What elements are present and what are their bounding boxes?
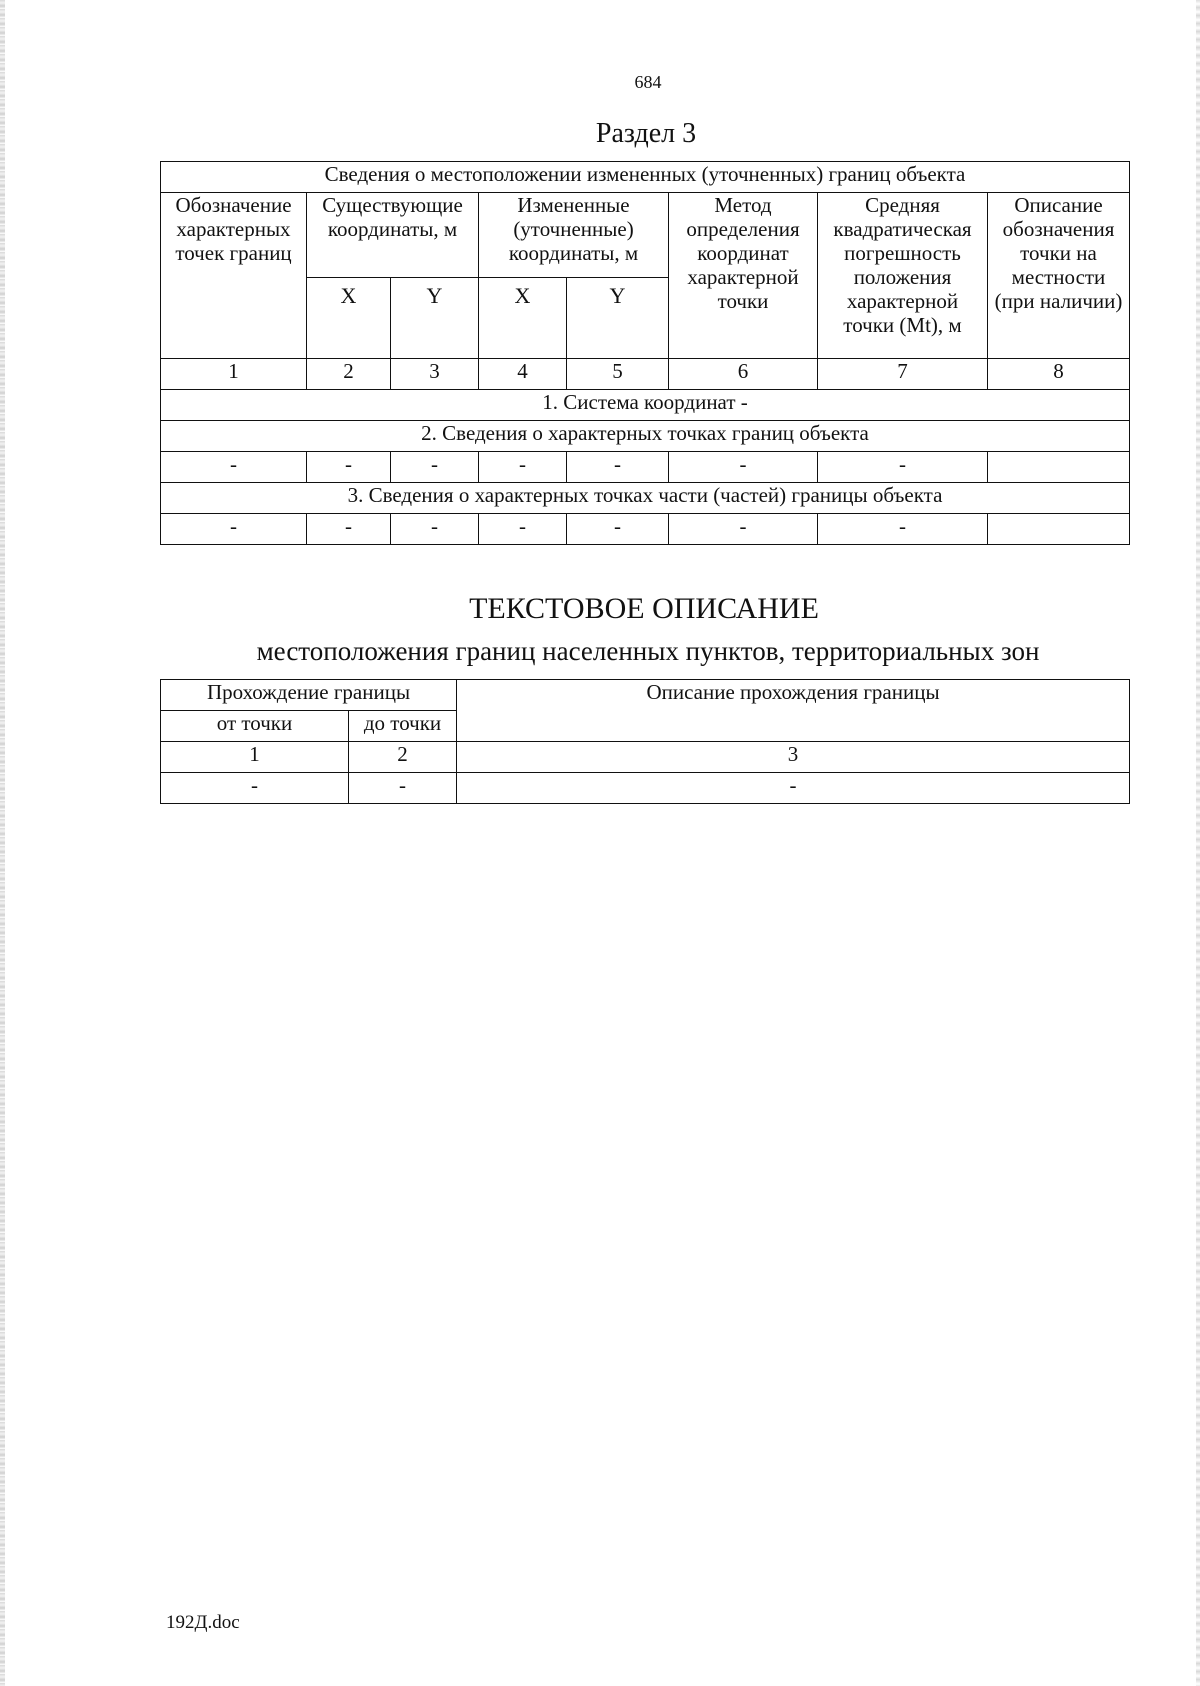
header-point-designation: Обозначение характерных точек границ (161, 193, 307, 359)
header-row (161, 193, 1130, 278)
table-cell: - (567, 452, 669, 483)
table-cell: - (391, 514, 479, 545)
table-cell: - (567, 514, 669, 545)
footer-filename: 192Д.doc (166, 1612, 240, 1633)
header-changed-y: Y (567, 278, 669, 359)
header-mean-error: Средняя квадратическая погрешность положения характерной точки (Мt), м (818, 193, 988, 359)
column-number-row (161, 359, 1130, 390)
page-number: 684 (634, 72, 662, 92)
section-title: Раздел 3 (595, 118, 697, 149)
table-row (161, 773, 1130, 804)
section-row-coordinate-system (161, 390, 1130, 421)
scan-right-edge (1196, 0, 1200, 1686)
header-existing-coordinates: Существующие координаты, м (307, 193, 479, 278)
text-description-subtitle: местоположения границ населенных пунктов, территориальных зон (256, 636, 1040, 666)
header-to-point: до точки (349, 711, 457, 742)
header-point-description: Описание обозначения точки на местности (при наличии) (988, 193, 1130, 359)
column-number: 3 (391, 359, 479, 390)
table-cell: - (161, 773, 349, 804)
header-row (161, 680, 1130, 711)
column-number: 2 (349, 742, 457, 773)
header-existing-x: X (307, 278, 391, 359)
table-cell: - (669, 514, 818, 545)
table-cell: - (818, 514, 988, 545)
table-cell: - (307, 452, 391, 483)
column-number: 8 (988, 359, 1130, 390)
column-number: 6 (669, 359, 818, 390)
section-row-boundary-points (161, 421, 1130, 452)
header-method: Метод определения координат характерной точки (669, 193, 818, 359)
column-number: 1 (161, 359, 307, 390)
table-row (161, 514, 1130, 545)
part-points-label: 3. Сведения о характерных точках части (частей) границы объекта (161, 483, 1130, 514)
header-changed-coordinates: Измененные (уточненные) координаты, м (479, 193, 669, 278)
table-row (161, 452, 1130, 483)
table-title-row (161, 162, 1130, 193)
table-cell (988, 514, 1130, 545)
text-description-title: ТЕКСТОВОЕ ОПИСАНИЕ (469, 592, 819, 625)
header-from-point: от точки (161, 711, 349, 742)
table-cell: - (669, 452, 818, 483)
column-number-row (161, 742, 1130, 773)
table-cell: - (479, 514, 567, 545)
boundary-coordinates-table (160, 161, 1130, 545)
table-cell: - (391, 452, 479, 483)
section-row-part-points (161, 483, 1130, 514)
column-number: 7 (818, 359, 988, 390)
table-cell: - (457, 773, 1130, 804)
table-cell: - (818, 452, 988, 483)
table-cell: - (479, 452, 567, 483)
column-number: 5 (567, 359, 669, 390)
boundary-points-label: 2. Сведения о характерных точках границ объекта (161, 421, 1130, 452)
column-number: 1 (161, 742, 349, 773)
column-number: 4 (479, 359, 567, 390)
table-cell (988, 452, 1130, 483)
header-existing-y: Y (391, 278, 479, 359)
table-cell: - (349, 773, 457, 804)
table-cell: - (161, 452, 307, 483)
column-number: 2 (307, 359, 391, 390)
coordinate-system-label: 1. Система координат - (161, 390, 1130, 421)
scan-left-edge (0, 0, 5, 1686)
header-passage: Прохождение границы (161, 680, 457, 711)
column-number: 3 (457, 742, 1130, 773)
header-passage-description: Описание прохождения границы (457, 680, 1130, 742)
table-cell: - (161, 514, 307, 545)
header-changed-x: X (479, 278, 567, 359)
boundary-passage-table (160, 679, 1130, 804)
table-title: Сведения о местоположении измененных (уточненных) границ объекта (161, 162, 1130, 193)
table-cell: - (307, 514, 391, 545)
